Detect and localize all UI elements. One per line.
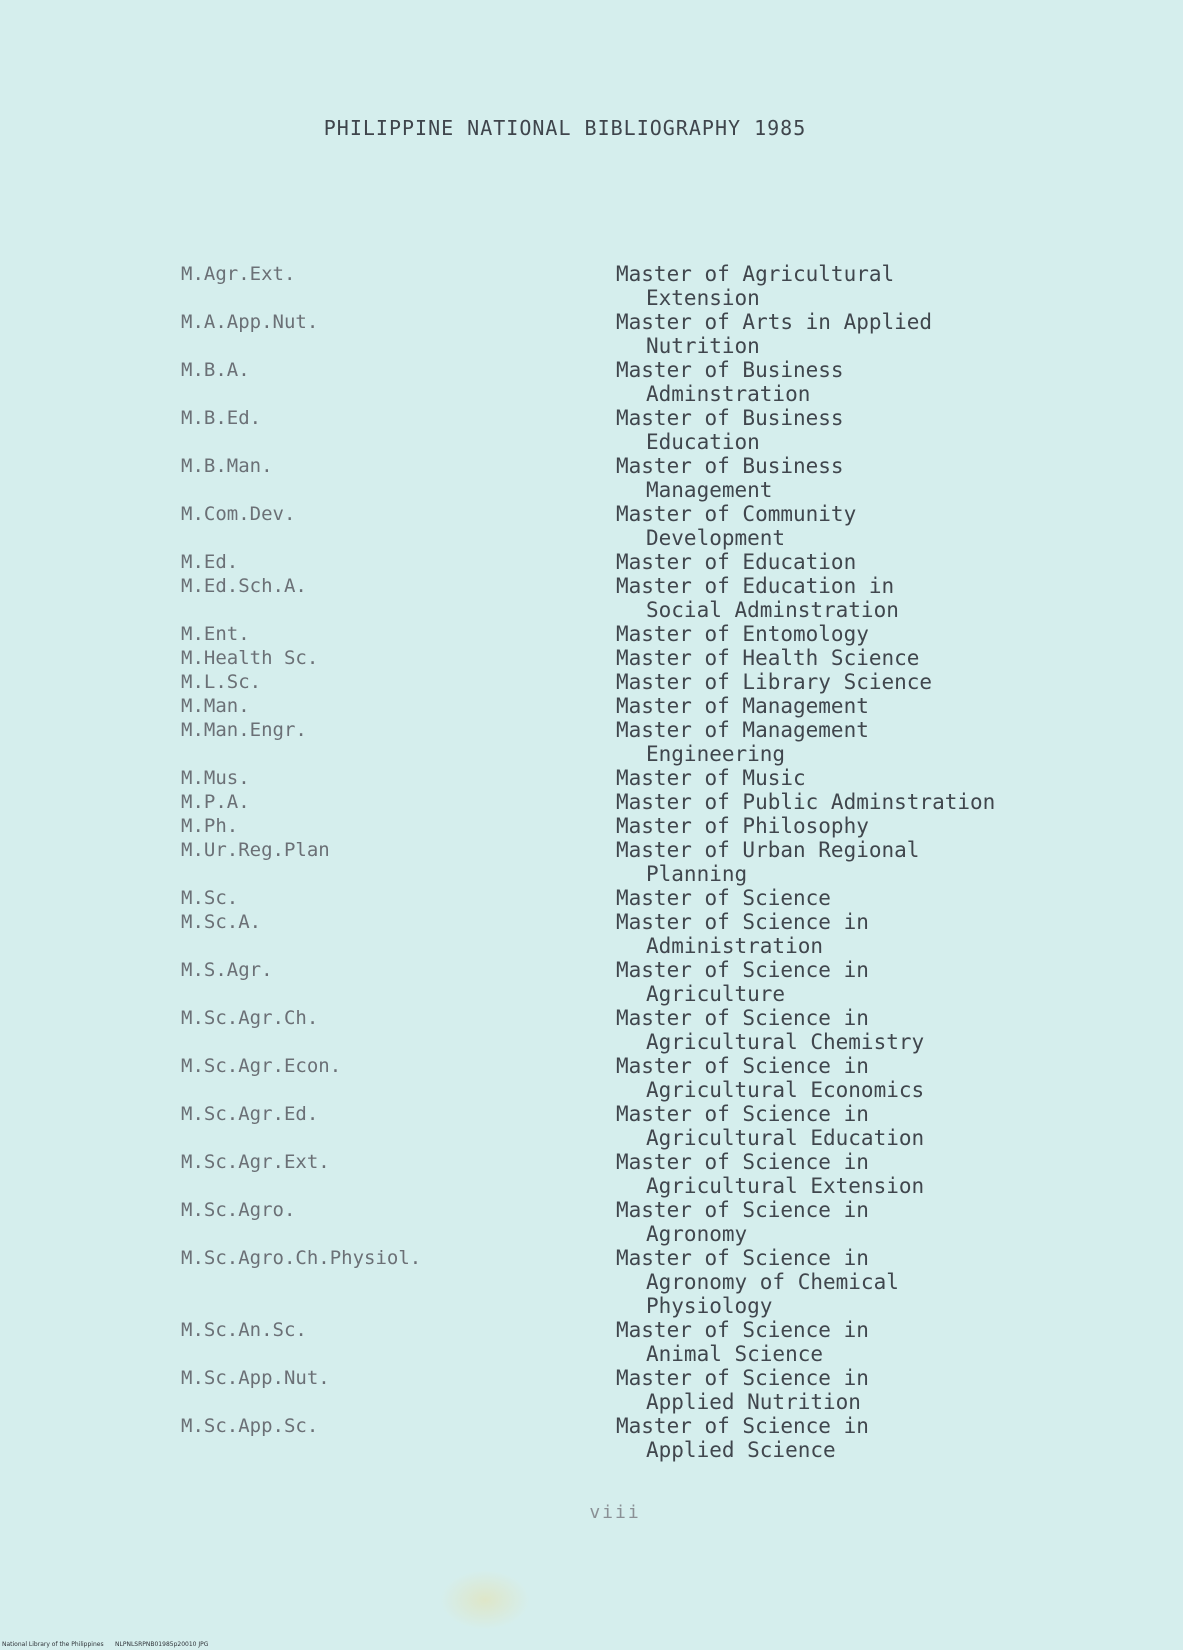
abbreviation-expansion bbox=[616, 1366, 1081, 1414]
abbreviation-term: M.Com.Dev. bbox=[181, 503, 296, 525]
expansion-line: Agricultural Chemistry bbox=[646, 1030, 925, 1054]
expansion-line: Master of Science bbox=[616, 886, 831, 910]
abbreviation-term: M.Sc.App.Nut. bbox=[181, 1367, 330, 1389]
expansion-line: Master of Science in bbox=[616, 958, 869, 982]
expansion-line: Social Adminstration bbox=[646, 598, 899, 622]
abbreviation-entry bbox=[181, 670, 1081, 694]
abbreviation-expansion bbox=[616, 1054, 1081, 1102]
abbreviation-expansion bbox=[616, 550, 1081, 574]
abbreviation-term: M.Ed. bbox=[181, 551, 239, 573]
abbreviation-term: M.Sc.Agr.Ch. bbox=[181, 1007, 319, 1029]
abbreviation-expansion bbox=[616, 1150, 1081, 1198]
page-number: viii bbox=[589, 1502, 641, 1523]
abbreviation-entry bbox=[181, 550, 1081, 574]
abbreviation-term: M.Ent. bbox=[181, 623, 250, 645]
expansion-line: Master of Science in bbox=[616, 1318, 869, 1342]
abbreviation-expansion bbox=[616, 718, 1081, 766]
expansion-line: Agriculture bbox=[646, 982, 786, 1006]
expansion-line: Master of Management bbox=[616, 694, 869, 718]
expansion-line: Agronomy bbox=[646, 1222, 748, 1246]
abbreviation-entry bbox=[181, 886, 1081, 910]
abbreviation-entry bbox=[181, 1198, 1081, 1246]
abbreviation-expansion bbox=[616, 886, 1081, 910]
expansion-line: Master of Business bbox=[616, 358, 844, 382]
expansion-line: Master of Business bbox=[616, 454, 844, 478]
abbreviation-entry bbox=[181, 262, 1081, 310]
abbreviation-term: M.Ur.Reg.Plan bbox=[181, 839, 330, 861]
abbreviation-term: M.Sc.An.Sc. bbox=[181, 1319, 307, 1341]
abbreviation-term: M.Man. bbox=[181, 695, 250, 717]
abbreviation-entry bbox=[181, 574, 1081, 622]
abbreviation-entry bbox=[181, 310, 1081, 358]
scan-credit: National Library of the Philippines NLPNLSRPNB01985p20010 JPG bbox=[2, 1641, 209, 1648]
abbreviation-entry bbox=[181, 646, 1081, 670]
expansion-line: Master of Education bbox=[616, 550, 857, 574]
abbreviation-expansion bbox=[616, 262, 1081, 310]
expansion-line: Master of Science in bbox=[616, 910, 869, 934]
abbreviation-expansion bbox=[616, 1318, 1081, 1366]
expansion-line: Physiology bbox=[646, 1294, 773, 1318]
abbreviation-expansion bbox=[616, 766, 1081, 790]
abbreviation-expansion bbox=[616, 1414, 1081, 1462]
abbreviation-expansion bbox=[616, 838, 1081, 886]
abbreviation-entry bbox=[181, 502, 1081, 550]
expansion-line: Master of Science in bbox=[616, 1054, 869, 1078]
abbreviation-entry bbox=[181, 790, 1081, 814]
expansion-line: Administration bbox=[646, 934, 824, 958]
expansion-line: Master of Science in bbox=[616, 1006, 869, 1030]
expansion-line: Development bbox=[646, 526, 786, 550]
abbreviation-entry bbox=[181, 766, 1081, 790]
expansion-line: Master of Science in bbox=[616, 1414, 869, 1438]
expansion-line: Agronomy of Chemical bbox=[646, 1270, 899, 1294]
expansion-line: Master of Philosophy bbox=[616, 814, 869, 838]
expansion-line: Planning bbox=[646, 862, 748, 886]
expansion-line: Master of Management bbox=[616, 718, 869, 742]
expansion-line: Engineering bbox=[646, 742, 786, 766]
abbreviation-expansion bbox=[616, 358, 1081, 406]
expansion-line: Master of Public Adminstration bbox=[616, 790, 996, 814]
abbreviation-expansion bbox=[616, 406, 1081, 454]
expansion-line: Master of Urban Regional bbox=[616, 838, 920, 862]
expansion-line: Master of Science in bbox=[616, 1246, 869, 1270]
abbreviation-term: M.Mus. bbox=[181, 767, 250, 789]
abbreviation-expansion bbox=[616, 574, 1081, 622]
expansion-line: Master of Education in bbox=[616, 574, 895, 598]
abbreviation-entry bbox=[181, 910, 1081, 958]
abbreviation-entry bbox=[181, 1102, 1081, 1150]
abbreviation-term: M.S.Agr. bbox=[181, 959, 273, 981]
expansion-line: Master of Arts in Applied bbox=[616, 310, 933, 334]
expansion-line: Management bbox=[646, 478, 773, 502]
expansion-line: Animal Science bbox=[646, 1342, 824, 1366]
abbreviation-entry bbox=[181, 718, 1081, 766]
expansion-line: Master of Health Science bbox=[616, 646, 920, 670]
abbreviation-entry bbox=[181, 454, 1081, 502]
abbreviation-expansion bbox=[616, 694, 1081, 718]
abbreviation-term: M.Sc.Agro.Ch.Physiol. bbox=[181, 1247, 422, 1269]
abbreviation-entry bbox=[181, 622, 1081, 646]
abbreviation-expansion bbox=[616, 670, 1081, 694]
abbreviation-expansion bbox=[616, 790, 1081, 814]
abbreviation-entry bbox=[181, 1366, 1081, 1414]
abbreviation-term: M.B.A. bbox=[181, 359, 250, 381]
abbreviation-term: M.Health Sc. bbox=[181, 647, 319, 669]
expansion-line: Master of Science in bbox=[616, 1366, 869, 1390]
abbreviation-term: M.A.App.Nut. bbox=[181, 311, 319, 333]
abbreviation-expansion bbox=[616, 814, 1081, 838]
expansion-line: Education bbox=[646, 430, 760, 454]
abbreviation-entry bbox=[181, 358, 1081, 406]
abbreviation-expansion bbox=[616, 910, 1081, 958]
abbreviation-expansion bbox=[616, 1246, 1081, 1318]
expansion-line: Agricultural Extension bbox=[646, 1174, 925, 1198]
abbreviation-term: M.Sc. bbox=[181, 887, 239, 909]
expansion-line: Nutrition bbox=[646, 334, 760, 358]
abbreviation-entry bbox=[181, 838, 1081, 886]
expansion-line: Applied Science bbox=[646, 1438, 836, 1462]
abbreviation-term: M.Sc.Agr.Ed. bbox=[181, 1103, 319, 1125]
expansion-line: Master of Community bbox=[616, 502, 857, 526]
abbreviation-term: M.Man.Engr. bbox=[181, 719, 307, 741]
expansion-line: Master of Library Science bbox=[616, 670, 933, 694]
abbreviation-term: M.Sc.Agro. bbox=[181, 1199, 296, 1221]
abbreviation-term: M.L.Sc. bbox=[181, 671, 262, 693]
expansion-line: Master of Science in bbox=[616, 1102, 869, 1126]
expansion-line: Master of Science in bbox=[616, 1198, 869, 1222]
abbreviation-entry bbox=[181, 1246, 1081, 1318]
abbreviation-expansion bbox=[616, 646, 1081, 670]
abbreviation-expansion bbox=[616, 1006, 1081, 1054]
abbreviation-term: M.Sc.App.Sc. bbox=[181, 1415, 319, 1437]
abbreviation-expansion bbox=[616, 310, 1081, 358]
abbreviation-term: M.Sc.Agr.Ext. bbox=[181, 1151, 330, 1173]
abbreviation-entry bbox=[181, 406, 1081, 454]
page-title: PHILIPPINE NATIONAL BIBLIOGRAPHY 1985 bbox=[323, 116, 807, 140]
expansion-line: Master of Agricultural bbox=[616, 262, 895, 286]
expansion-line: Adminstration bbox=[646, 382, 811, 406]
abbreviation-list bbox=[181, 262, 1081, 1462]
abbreviation-entry bbox=[181, 1054, 1081, 1102]
abbreviation-entry bbox=[181, 1150, 1081, 1198]
abbreviation-term: M.B.Ed. bbox=[181, 407, 262, 429]
abbreviation-expansion bbox=[616, 1102, 1081, 1150]
expansion-line: Applied Nutrition bbox=[646, 1390, 861, 1414]
expansion-line: Agricultural Economics bbox=[646, 1078, 925, 1102]
expansion-line: Master of Entomology bbox=[616, 622, 869, 646]
abbreviation-term: M.B.Man. bbox=[181, 455, 273, 477]
abbreviation-term: M.P.A. bbox=[181, 791, 250, 813]
expansion-line: Master of Science in bbox=[616, 1150, 869, 1174]
paper-stain bbox=[440, 1570, 530, 1630]
abbreviation-term: M.Sc.Agr.Econ. bbox=[181, 1055, 342, 1077]
expansion-line: Agricultural Education bbox=[646, 1126, 925, 1150]
expansion-line: Master of Business bbox=[616, 406, 844, 430]
abbreviation-entry bbox=[181, 814, 1081, 838]
abbreviation-entry bbox=[181, 1414, 1081, 1462]
abbreviation-entry bbox=[181, 694, 1081, 718]
abbreviation-term: M.Sc.A. bbox=[181, 911, 262, 933]
abbreviation-expansion bbox=[616, 622, 1081, 646]
abbreviation-expansion bbox=[616, 502, 1081, 550]
abbreviation-entry bbox=[181, 958, 1081, 1006]
abbreviation-term: M.Ed.Sch.A. bbox=[181, 575, 307, 597]
abbreviation-expansion bbox=[616, 454, 1081, 502]
expansion-line: Extension bbox=[646, 286, 760, 310]
abbreviation-term: M.Agr.Ext. bbox=[181, 263, 296, 285]
abbreviation-term: M.Ph. bbox=[181, 815, 239, 837]
abbreviation-expansion bbox=[616, 1198, 1081, 1246]
abbreviation-entry bbox=[181, 1006, 1081, 1054]
expansion-line: Master of Music bbox=[616, 766, 806, 790]
abbreviation-expansion bbox=[616, 958, 1081, 1006]
abbreviation-entry bbox=[181, 1318, 1081, 1366]
